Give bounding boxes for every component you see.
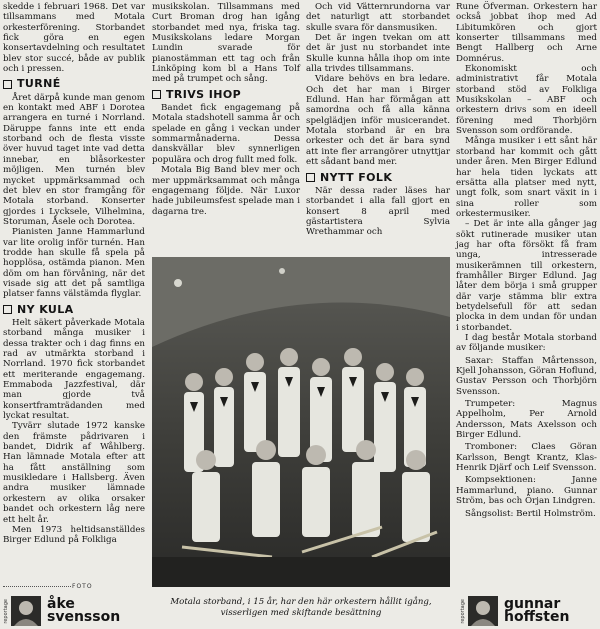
musician-list-tromboner: Tromboner: Claes Göran Karlsson, Bengt Krantz, Klas-Henrik Djärf och Leif Svensson. [456, 442, 597, 474]
square-bullet-icon [152, 90, 161, 99]
square-bullet-icon [3, 305, 12, 314]
person-icon [11, 596, 41, 626]
author-name: gunnar hoffsten [504, 596, 570, 625]
musician-list-sang: Sångsolist: Bertil Holmström. [465, 508, 596, 519]
musician-list-saxar: Saxar: Staffan Mårtensson, Kjell Johansson, Göran Hoflund, Gustav Persson och Thorbjörn Svensson. [456, 355, 597, 397]
paragraph: Men 1973 heltidsanställdes Birger Edlund på Folkliga [3, 524, 145, 546]
paragraph: Och vid Vätternrundorna var det naturligt att storbandet skulle svara för dansmusiken. [306, 2, 450, 33]
byline-tag: reportage [460, 598, 466, 624]
section-heading: TURNÉ [3, 79, 145, 89]
section-heading: NYTT FOLK [306, 173, 450, 183]
author-portrait [11, 596, 41, 626]
byline-ake-svensson [3, 595, 120, 627]
paragraph: Motala Big Band blev mer och mer uppmärksammat och många engagemang följde. När Luxor hade jubileumsfest spelade man i dagarna tre. [152, 165, 300, 217]
paragraph: I dag består Motala storband av följande musiker: [456, 333, 597, 354]
musician-list-komp: Kompsektionen: Janne Hammarlund, piano. Gunnar Ström, bas och Örjan Lindgren. [456, 475, 597, 507]
column-3 [306, 2, 450, 238]
paragraph: – Det är inte alla gånger jag sökt rutinerade musiker utan jag har ofta försökt få fram unga, intresserade musikerämnen till orkestern, framhåller Birger Edlund. Jag låter dem börja i små grupper där varje stämma blir extra betydelsefull för att sedan plocka in dem undan för undan i storbandet. [456, 219, 597, 333]
person-icon [468, 596, 498, 626]
byline-tag: reportage [3, 598, 9, 624]
square-bullet-icon [306, 173, 315, 182]
square-bullet-icon [3, 80, 12, 89]
paragraph: skedde i februari 1968. Det var tillsammans med Motala orkesterförening. Storbandet fick göra en egen konsertavdelning och resultatet blev stor succé, både av publik och i pressen. [3, 2, 145, 75]
band-photo-image [152, 257, 450, 587]
paragraph: Många musiker i ett sånt här storband har kommit och gått under åren. Men Birger Edlund har hela tiden lyckats att ersätta alla platser med nytt, ungt folk, som snart växit in i sina roller som orkestermusiker. [456, 136, 597, 219]
section-heading: NY KULA [3, 305, 145, 315]
paragraph: Helt säkert påverkade Motala storband många musiker i dessa trakter och i dag finns en rad av utmärkta storband i Norrland. 1970 fick storbandet ett meriterande engagemang. Emmaboda Jazzfestival, där man gjorde två konsertframträdanden med lyckat resultat. [3, 317, 145, 422]
paragraph: Pianisten Janne Hammarlund var lite orolig inför turnén. Han trodde han skulle få spela på hopplösa, ostämda pianon. Men döm om han förvåning, när det visade sig att det på samtliga platser fanns välstämda flyglar. [3, 227, 145, 300]
divider [3, 586, 71, 587]
paragraph: Ekonomiskt och administrativt får Motala storband stöd av Folkliga Musikskolan – ABF och orkestern drivs som en ideell förening med Thorbjörn Svensson som ordförande. [456, 64, 597, 137]
photo-credit-label: FOTO [72, 583, 93, 590]
paragraph: Det är ingen tvekan om att det är just nu storbandet inte Skulle kunna hålla ihop om inte alla trivdes tillsammans. [306, 33, 450, 75]
paragraph: Vidare behövs en bra ledare. Och det har man i Birger Edlund. Han har förmågan att samordna och få alla känna spelglädjen inför musicerandet. Motala storband är en bra orkester och det är bara synd att inte fler arrangörer utnyttjar ett sådant band mer. [306, 74, 450, 168]
column-4 [456, 2, 597, 519]
section-heading: TRIVS IHOP [152, 90, 300, 100]
column-2 [152, 2, 300, 217]
paragraph: Året därpå kunde man genom en kontakt med ABF i Dorotea arrangera en turné i Norrland. Däruppe fanns inte ett enda storband och de flesta visste över huvud taget inte vad detta innebar, en blåsorkester möjligen. Men turnén blev mycket uppmärksammad och det blev en stor framgång för Motala storband. Konserter gjordes i Lycksele, Vilhelmina, Storuman, Åsele och Dorotea. [3, 92, 145, 227]
band-photo [152, 257, 450, 587]
paragraph: När dessa rader läses har storbandet i alla fall gjort en konsert 8 april med gästartistera Sylvia Wrethammar och [306, 185, 450, 238]
paragraph: Rune Öfverman. Orkestern har också jobbat ihop med Ad Libitumkören och gjort konserter tillsammans med Bengt Hallberg och Arne Domnérus. [456, 2, 597, 64]
musician-list-trumpeter: Trumpeter: Magnus Appelholm, Per Arnold Andersson, Mats Axelsson och Birger Edlund. [456, 399, 597, 441]
photo-caption: Motala storband, i 15 år, har den här orkestern hållit igång, visserligen med skiftande besättning [170, 597, 432, 618]
column-1 [3, 2, 145, 546]
paragraph: Tyvärr slutade 1972 kanske den främste pådrivaren i bandet, Didrik af Wåhlberg. Han lämnade Motala efter att ha fått anställning som musikledare i Hallsberg. Även andra musiker lämnade orkestern av olika orsaker bandet och orkestern låg nere ett helt år. [3, 421, 145, 525]
author-name: åke svensson [47, 596, 121, 625]
paragraph: Bandet fick engagemang på Motala stadshotell samma år och spelade en gång i veckan under sommarmånaderna. Dessa danskvällar blev synnerligen populära och drog fullt med folk. [152, 103, 300, 165]
author-portrait [468, 596, 498, 626]
paragraph: musikskolan. Tillsammans med Curt Broman drog han igång storbandet med nya, friska tag. Musikskolans ledare Morgan Lundin svarade för pianostämman ett tag och från Linköping kom bl a Hans Tolf med på trumpet och sång. [152, 2, 300, 85]
byline-gunnar-hoffsten [460, 595, 569, 627]
